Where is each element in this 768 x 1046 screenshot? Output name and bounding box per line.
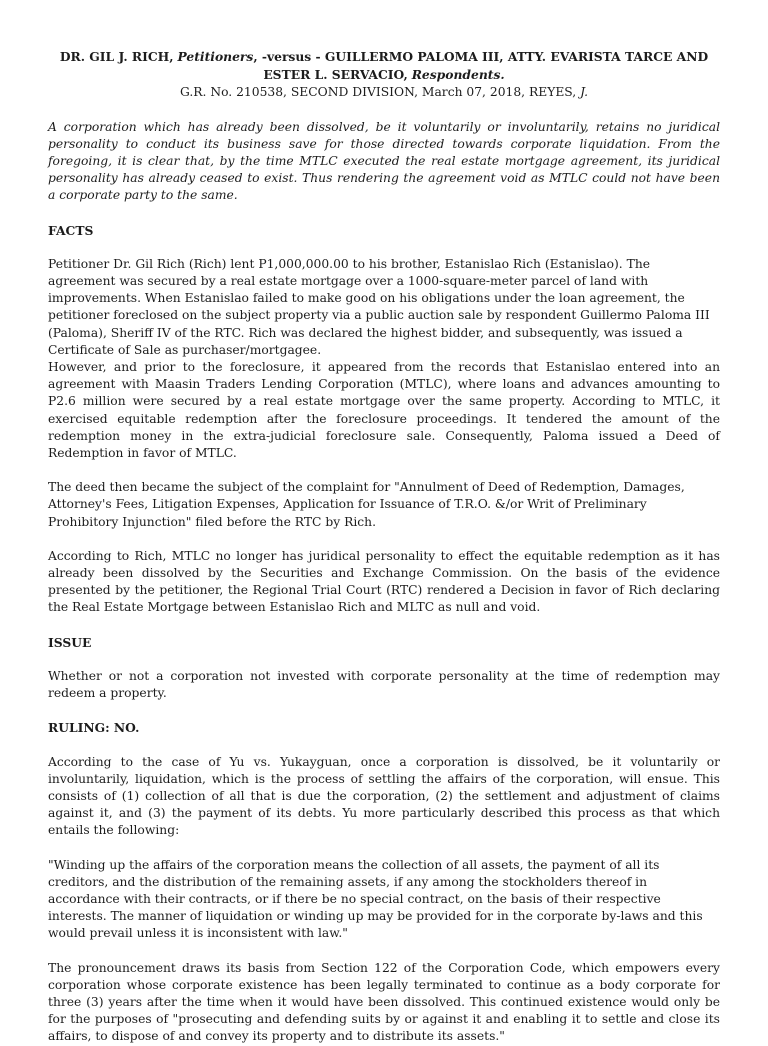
- respondent-role: Respondents.: [411, 67, 505, 83]
- facts-paragraph-4: According to Rich, MTLC no longer has juridical personality to effect the equitable redemption as it has already been dissolved by the Securities and Exchange Commission. On the basis of the evidence presented by the petitioner, the Regional Trial Court (RTC) rendered a Decision in favor of Rich declaring the Real Estate Mortgage between Estanislao Rich and MLTC as null and void.: [48, 548, 720, 615]
- facts-heading: FACTS: [48, 222, 94, 238]
- doctrine-summary: A corporation which has already been dissolved, be it voluntarily or involuntarily, retains no juridical personality to conduct its business save for those directed towards corporate liquidation. From the foregoing, it is clear that, by the time MTLC executed the real estate mortgage agreement, its juridical personality has already ceased to exist. Thus rendering the agreement void as MTLC could not have been a corporate party to the same.: [48, 119, 720, 203]
- ruling-paragraph-3: The pronouncement draws its basis from Section 122 of the Corporation Code, which empowers every corporation whose corporate existence has been legally terminated to continue as a body corporate for three (3) years after the time when it would have been dissolved. This continued existence would only be for the purposes of "prosecuting and defending suits by or against it and enabling it to settle and close its affairs, to dispose of and convey its property and to distribute its assets.": [48, 960, 720, 1044]
- ruling-paragraph-1: According to the case of Yu vs. Yukayguan, once a corporation is dissolved, be it voluntarily or involuntarily, liquidation, which is the process of settling the affairs of the corporation, will ensue. This consists of (1) collection of all that is due the corporation, (2) the settlement and adjustment of claims against it, and (3) the payment of its debts. Yu more particularly described this process as that which entails the following:: [48, 754, 720, 838]
- citation-justice: J.: [580, 85, 589, 100]
- facts-paragraph-2: However, and prior to the foreclosure, it appeared from the records that Estanislao entered into an agreement with Maasin Traders Lending Corporation (MTLC), where loans and advances amounting to P2.6 million were secured by a real estate mortgage over the same property. According to MTLC, it exercised equitable redemption after the foreclosure proceedings. It tendered the amount of the redemption money in the extra-judicial foreclosure sale. Consequently, Paloma issued a Deed of Redemption in favor of MTLC.: [48, 360, 720, 461]
- issue-paragraph: Whether or not a corporation not invested with corporate personality at the time of redemption may redeem a property.: [48, 668, 720, 701]
- facts-paragraph-3: The deed then became the subject of the complaint for "Annulment of Deed of Redemption, Damages, Attorney's Fees, Litigation Expenses, Application for Issuance of T.R.O. &/or Writ of Preliminary Prohibitory Injunction" filed before the RTC by Rich.: [48, 480, 685, 529]
- versus-respondents: , -versus - GUILLERMO PALOMA III, ATTY. EVARISTA TARCE AND ESTER L. SERVACIO,: [253, 49, 709, 83]
- citation-text: G.R. No. 210538, SECOND DIVISION, March 07, 2018, REYES,: [179, 85, 581, 100]
- petitioner-name: DR. GIL J. RICH,: [59, 49, 174, 64]
- ruling-quote-paragraph: "Winding up the affairs of the corporation means the collection of all assets, the payment of all its creditors, and the distribution of the remaining assets, if any among the stockholders thereof in accordance with their contracts, or if there be no special contract, on the basis of their respective interests. The manner of liquidation or winding up may be provided for in the corporate by-laws and this would prevail unless it is inconsistent with law.": [48, 857, 703, 941]
- document-page: [48, 0, 720, 1046]
- issue-heading: ISSUE: [48, 634, 92, 650]
- case-citation: [48, 84, 720, 101]
- case-title: [48, 48, 720, 84]
- facts-paragraph-1: Petitioner Dr. Gil Rich (Rich) lent P1,000,000.00 to his brother, Estanislao Rich (Estanislao). The agreement was secured by a real estate mortgage over a 1000-square-meter parcel of land with improvements. When Estanislao failed to make good on his obligations under the loan agreement, the petitioner foreclosed on the subject property via a public auction sale by respondent Guillermo Paloma III (Paloma), Sheriff IV of the RTC. Rich was declared the highest bidder, and subsequently, was issued a Certificate of Sale as purchaser/mortgagee.: [48, 256, 710, 357]
- ruling-heading: RULING: NO.: [48, 720, 140, 736]
- case-caption: [48, 48, 720, 102]
- petitioner-role: Petitioners: [177, 49, 254, 64]
